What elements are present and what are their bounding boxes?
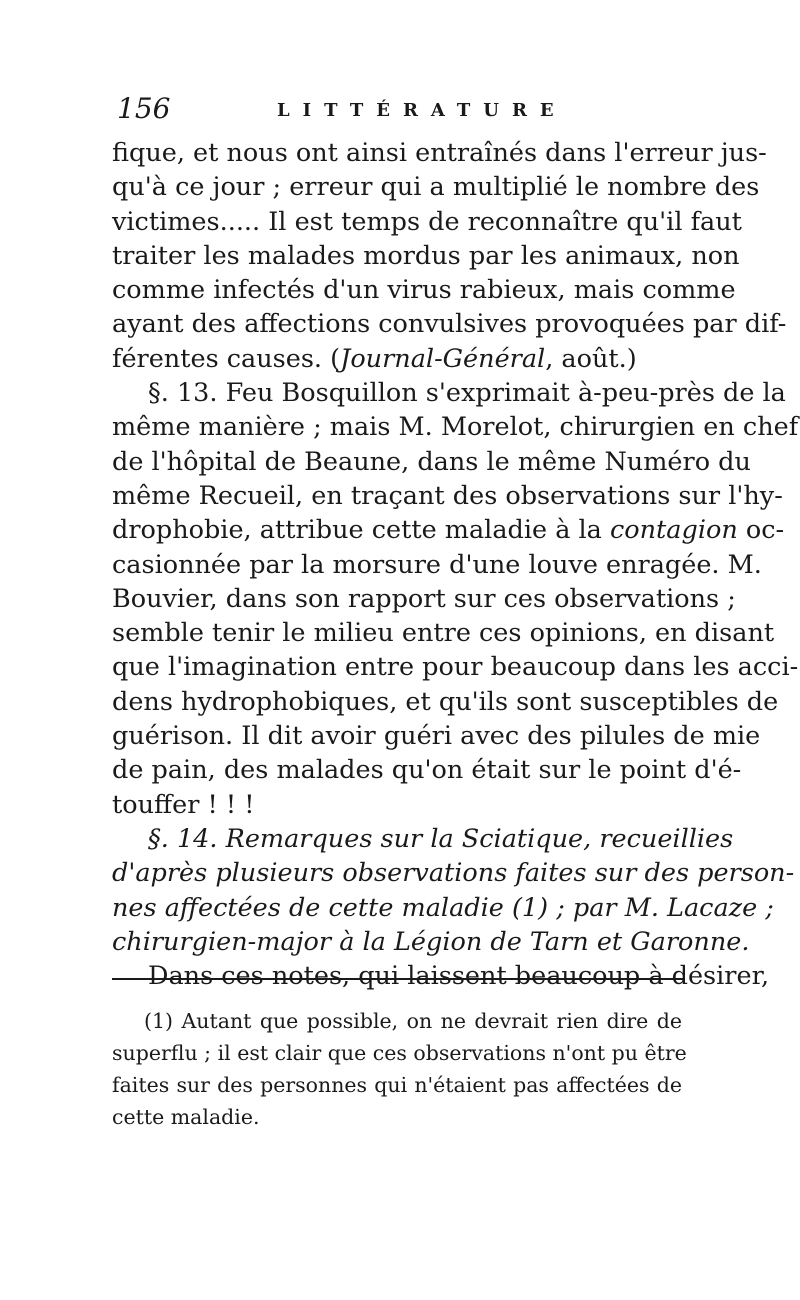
footnote-line: faites sur des personnes qui n'étaient pas affectées de [112, 1073, 682, 1097]
text-line: que l'imagination entre pour beaucoup dans les acci- [112, 652, 799, 683]
text-line: même Recueil, en traçant des observations sur l'hy- [112, 480, 783, 511]
running-title: LITTÉRATURE [277, 100, 567, 121]
footnote-line: cette maladie. [112, 1105, 260, 1129]
text-line: férentes causes. (Journal-Général, août.) [112, 343, 637, 374]
section-14-heading: §. 14. Remarques sur la Sciatique, recueillies [148, 823, 734, 854]
text-line: victimes..... Il est temps de reconnaître qu'il faut [112, 206, 742, 237]
footnote-divider [112, 978, 684, 980]
footnote [112, 1005, 687, 1133]
text-line: de pain, des malades qu'on était sur le point d'é- [112, 755, 742, 786]
text-line: fique, et nous ont ainsi entraînés dans l'erreur jus- [112, 138, 767, 168]
section-14-heading: nes affectées de cette maladie (1) ; par M. Lacaze ; [112, 892, 774, 923]
footnote-line: superflu ; il est clair que ces observations n'ont pu être [112, 1041, 687, 1065]
text-line: traiter les malades mordus par les animaux, non [112, 240, 740, 271]
text-line: drophobie, attribue cette maladie à la contagion oc- [112, 515, 785, 546]
text-line: guérison. Il dit avoir guéri avec des pilules de mie [112, 721, 761, 752]
italic-phrase: Journal-Général [340, 343, 546, 374]
text-line: touffer ! ! ! [112, 789, 255, 820]
body-text [112, 136, 799, 993]
footnote-line: (1) Autant que possible, on ne devrait rien dire de [144, 1009, 682, 1033]
text-line: comme infectés d'un virus rabieux, mais comme [112, 275, 736, 306]
text-line: semble tenir le milieu entre ces opinions, en disant [112, 618, 775, 649]
text-line: casionnée par la morsure d'une louve enragée. M. [112, 549, 762, 580]
running-head [117, 92, 687, 132]
text-line-section-13: §. 13. Feu Bosquillon s'exprimait à-peu-près de la [148, 378, 786, 409]
italic-phrase: contagion [610, 515, 738, 546]
text-line: de l'hôpital de Beaune, dans le même Numéro du [112, 446, 751, 477]
text-line: ayant des affections convulsives provoquées par dif- [112, 309, 787, 340]
page-number: 156 [117, 92, 171, 125]
section-14-heading: d'après plusieurs observations faites sur des person- [112, 858, 795, 889]
section-14-heading: chirurgien-major à la Légion de Tarn et Garonne. [112, 926, 750, 957]
text-line: Bouvier, dans son rapport sur ces observations ; [112, 583, 736, 614]
text-line: qu'à ce jour ; erreur qui a multiplié le nombre des [112, 172, 760, 203]
text-line: dens hydrophobiques, et qu'ils sont susceptibles de [112, 686, 779, 717]
text-line: Dans ces notes, qui laissent beaucoup à désirer, [148, 961, 770, 992]
text-line: même manière ; mais M. Morelot, chirurgien en chef [112, 412, 799, 443]
